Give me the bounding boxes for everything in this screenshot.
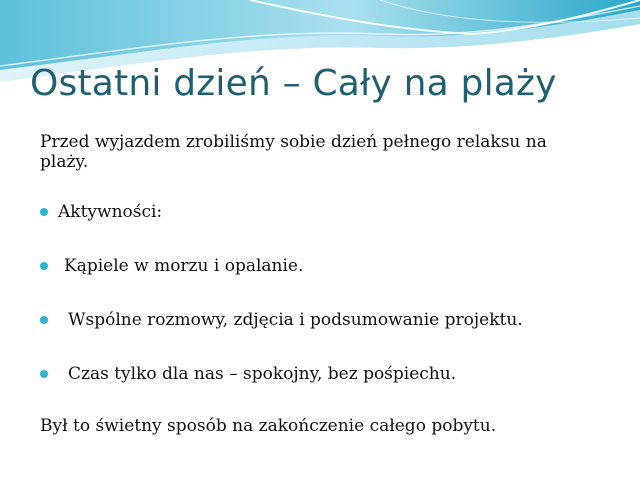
bullet-list	[40, 202, 600, 384]
bullet-text: Wspólne rozmowy, zdjęcia i podsumowanie projektu.	[68, 310, 523, 330]
bullet-icon	[40, 262, 48, 270]
bullet-item-free-time	[40, 364, 600, 384]
closing-paragraph: Był to świetny sposób na zakończenie całego pobytu.	[40, 416, 497, 436]
intro-paragraph: Przed wyjazdem zrobiliśmy sobie dzień pełnego relaksu na plaży.	[40, 132, 547, 172]
bullet-text: Kąpiele w morzu i opalanie.	[64, 256, 304, 276]
bullet-item-activities	[40, 202, 600, 222]
bullet-text: Aktywności:	[58, 202, 163, 222]
slide-title: Ostatni dzień – Cały na plaży	[30, 63, 557, 104]
bullet-icon	[40, 316, 48, 324]
slide-body	[40, 132, 600, 436]
bullet-icon	[40, 370, 48, 378]
bullet-icon	[40, 208, 48, 216]
bullet-item-swimming	[40, 256, 600, 276]
bullet-text: Czas tylko dla nas – spokojny, bez pośpiechu.	[68, 364, 457, 384]
bullet-item-conversations	[40, 310, 600, 330]
